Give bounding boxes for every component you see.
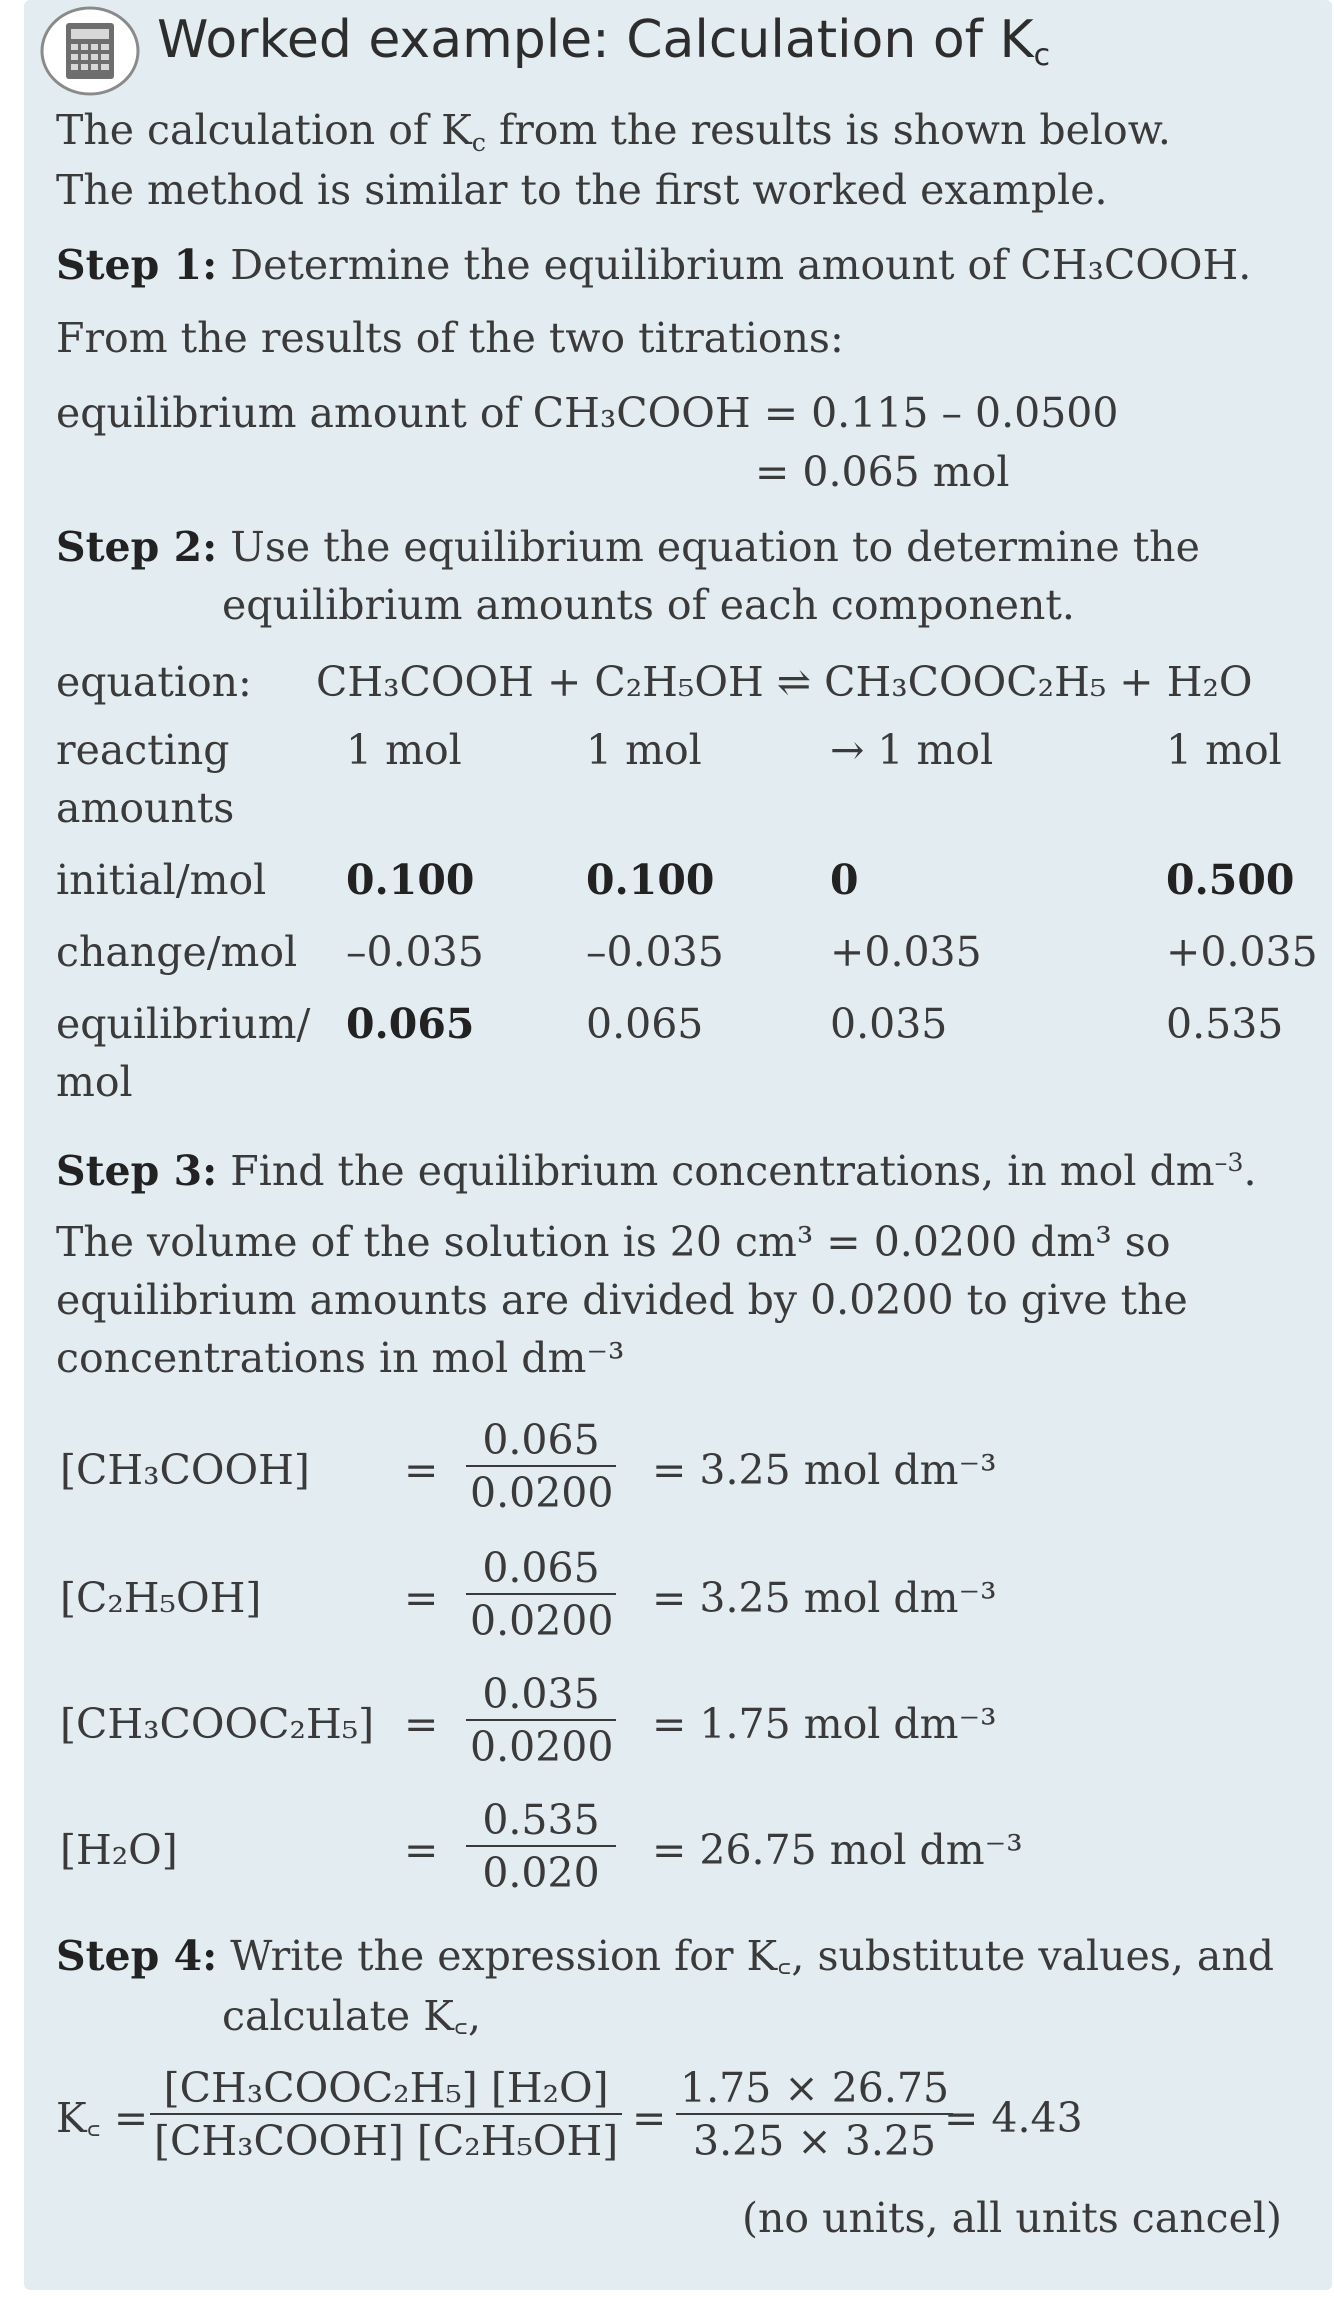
concentration-fraction <box>466 1416 616 1517</box>
kc-values-numerator: 1.75 × 26.75 <box>676 2068 953 2115</box>
intro-line-1: The calculation of $K_c$ from the results is shown below. <box>56 106 1171 158</box>
step1-heading: Step 1: Determine the equilibrium amount of CH₃COOH. <box>56 241 1252 289</box>
fraction-denominator: 0.0200 <box>470 1469 614 1517</box>
concentration-fraction <box>466 1670 616 1771</box>
equals-sign: = <box>404 1700 439 1748</box>
table-cell: 0.535 <box>1166 1000 1284 1048</box>
step1-from-text: From the results of the two titrations: <box>56 314 844 362</box>
table-cell: 0.065 <box>586 1000 704 1048</box>
table-row-label: mol <box>56 1058 133 1106</box>
table-cell: 0 <box>830 856 859 904</box>
concentration-fraction <box>466 1544 616 1645</box>
kc-label: K꜀ = <box>56 2094 149 2142</box>
concentration-result: = 1.75 mol dm⁻³ <box>652 1700 997 1748</box>
units-note: (no units, all units cancel) <box>742 2194 1282 2242</box>
step2-heading: Step 2: Use the equilibrium equation to determine the <box>56 523 1200 571</box>
table-cell: 0.500 <box>1166 856 1295 904</box>
table-row-label: equilibrium/ <box>56 1000 311 1048</box>
table-row-label: change/mol <box>56 928 298 976</box>
step3-para-2: equilibrium amounts are divided by 0.0200 to give the <box>56 1276 1188 1324</box>
kc-values-fraction <box>676 2064 953 2165</box>
concentration-result: = 26.75 mol dm⁻³ <box>652 1826 1023 1874</box>
table-row-label: initial/mol <box>56 856 267 904</box>
equals-sign: = <box>404 1574 439 1622</box>
equals-sign: = <box>404 1826 439 1874</box>
table-cell: → 1 mol <box>830 726 994 774</box>
table-cell: 0.100 <box>586 856 715 904</box>
table-cell: 0.065 <box>346 1000 475 1048</box>
concentration-species: [C₂H₅OH] <box>60 1574 262 1622</box>
table-cell: 1 mol <box>346 726 462 774</box>
reaction-equation: CH₃COOH + C₂H₅OH ⇌ CH₃COOC₂H₅ + H₂O <box>316 658 1253 706</box>
table-row-label: reacting <box>56 726 230 774</box>
table-cell: 1 mol <box>586 726 702 774</box>
fraction-denominator: 0.0200 <box>470 1723 614 1771</box>
table-cell: 1 mol <box>1166 726 1282 774</box>
concentration-result: = 3.25 mol dm⁻³ <box>652 1574 997 1622</box>
kc-expression-numerator: [CH₃COOC₂H₅] [H₂O] <box>150 2068 622 2115</box>
equation-label: equation: <box>56 658 252 706</box>
step1-calc-line1: equilibrium amount of CH₃COOH = 0.115 – 0.0500 <box>56 389 1119 437</box>
equals-sign: = <box>632 2094 667 2142</box>
table-cell: –0.035 <box>346 928 484 976</box>
table-cell: –0.035 <box>586 928 724 976</box>
fraction-numerator: 0.035 <box>466 1674 616 1721</box>
kc-expression-denominator: [CH₃COOH] [C₂H₅OH] <box>154 2117 619 2165</box>
intro-line-2: The method is similar to the first worked example. <box>56 166 1108 214</box>
concentration-result: = 3.25 mol dm⁻³ <box>652 1446 997 1494</box>
fraction-numerator: 0.065 <box>466 1420 616 1467</box>
concentration-fraction <box>466 1796 616 1897</box>
table-cell: 0.100 <box>346 856 475 904</box>
kc-values-denominator: 3.25 × 3.25 <box>693 2117 937 2165</box>
fraction-numerator: 0.535 <box>466 1800 616 1847</box>
step1-calc-line2: = 0.065 mol <box>755 448 1010 496</box>
step4-heading-line2: calculate K꜀, <box>222 1992 482 2040</box>
table-cell: +0.035 <box>1166 928 1318 976</box>
concentration-species: [H₂O] <box>60 1826 178 1874</box>
calculator-icon <box>40 6 140 96</box>
equals-sign: = <box>404 1446 439 1494</box>
concentration-species: [CH₃COOC₂H₅] <box>60 1700 375 1748</box>
kc-result: = 4.43 <box>944 2094 1083 2142</box>
fraction-denominator: 0.0200 <box>470 1597 614 1645</box>
fraction-denominator: 0.020 <box>482 1849 600 1897</box>
table-row-label: amounts <box>56 784 235 832</box>
table-cell: 0.035 <box>830 1000 948 1048</box>
step3-para-1: The volume of the solution is 20 cm³ = 0.0200 dm³ so <box>56 1218 1171 1266</box>
concentration-species: [CH₃COOH] <box>60 1446 310 1494</box>
step4-heading: Step 4: Write the expression for K꜀, substitute values, and <box>56 1932 1275 1980</box>
page-title: Worked example: Calculation of $K_c$ <box>157 10 1051 73</box>
step2-heading-line2: equilibrium amounts of each component. <box>222 581 1075 629</box>
step3-para-3: concentrations in mol dm⁻³ <box>56 1334 625 1382</box>
step3-heading: Step 3: Find the equilibrium concentrations, in mol $dm^{-3}$. <box>56 1146 1257 1195</box>
table-cell: +0.035 <box>830 928 982 976</box>
fraction-numerator: 0.065 <box>466 1548 616 1595</box>
kc-expression-fraction <box>150 2064 622 2165</box>
